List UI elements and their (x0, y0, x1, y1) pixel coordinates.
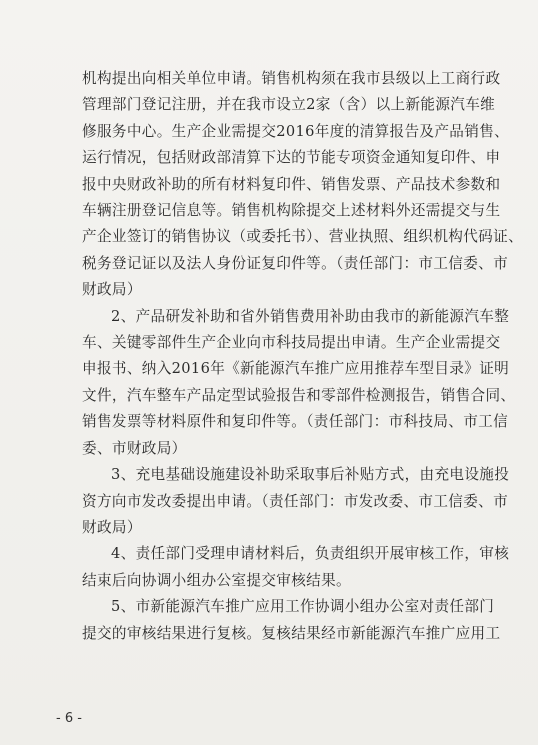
paragraph (82, 594, 501, 647)
text-line: 5、市新能源汽车推广应用工作协调小组办公室对责任部门 (111, 598, 495, 616)
text-line: 机构提出向相关单位申请。销售机构须在我市县级以上工商行政 (82, 70, 501, 87)
text-line: 车、关键零部件生产企业向市科技局提出申请。生产企业需提交 (82, 334, 501, 352)
text-line: 文件，汽车整车产品定型试验报告和零部件检测报告，销售合同、 (82, 386, 516, 404)
text-line: 2、产品研发补助和省外销售费用补助由我市的新能源汽车整 (111, 307, 510, 325)
text-line: 委、市财政局） (82, 439, 187, 457)
text-line: 3、充电基础设施建设补助采取事后补贴方式，由充电设施投 (111, 466, 510, 484)
paragraph (82, 541, 510, 594)
text-line: 报中央财政补助的所有材料复印件、销售发票、产品技术参数和 (82, 175, 501, 193)
paragraph (82, 304, 516, 462)
text-line: 提交的审核结果进行复核。复核结果经市新能源汽车推广应用工 (82, 624, 501, 642)
text-line: 运行情况，包括财政部清算下达的节能专项资金通知复印件、申 (82, 149, 501, 167)
paragraph (82, 66, 524, 304)
text-line: 产企业签订的销售协议（或委托书）、营业执照、组织机构代码证、 (82, 228, 524, 246)
paragraph (82, 462, 510, 541)
text-line: 资方向市发改委提出申请。（责任部门：市发改委、市工信委、市 (82, 492, 509, 510)
text-line: 财政局） (82, 518, 142, 536)
text-line: 4、责任部门受理申请材料后，负责组织开展审核工作，审核 (111, 545, 510, 563)
text-line: 税务登记证以及法人身份证复印件等。（责任部门：市工信委、市 (82, 254, 509, 272)
text-line: 结束后向协调小组办公室提交审核结果。 (82, 571, 351, 589)
text-line: 申报书、纳入2016年《新能源汽车推广应用推荐车型目录》证明 (82, 360, 510, 378)
text-line: 车辆注册登记信息等。销售机构除提交上述材料外还需提交与生 (82, 202, 501, 220)
text-line: 修服务中心。生产企业需提交2016年度的清算报告及产品销售、 (82, 122, 510, 140)
document-body (82, 66, 524, 647)
text-line: 财政局） (82, 281, 142, 299)
page-number: - 6 - (56, 711, 82, 726)
text-line: 销售发票等材料原件和复印件等。（责任部门：市科技局、市工信 (82, 413, 509, 431)
text-line: 管理部门登记注册，并在我市设立2家（含）以上新能源汽车维 (82, 96, 496, 114)
